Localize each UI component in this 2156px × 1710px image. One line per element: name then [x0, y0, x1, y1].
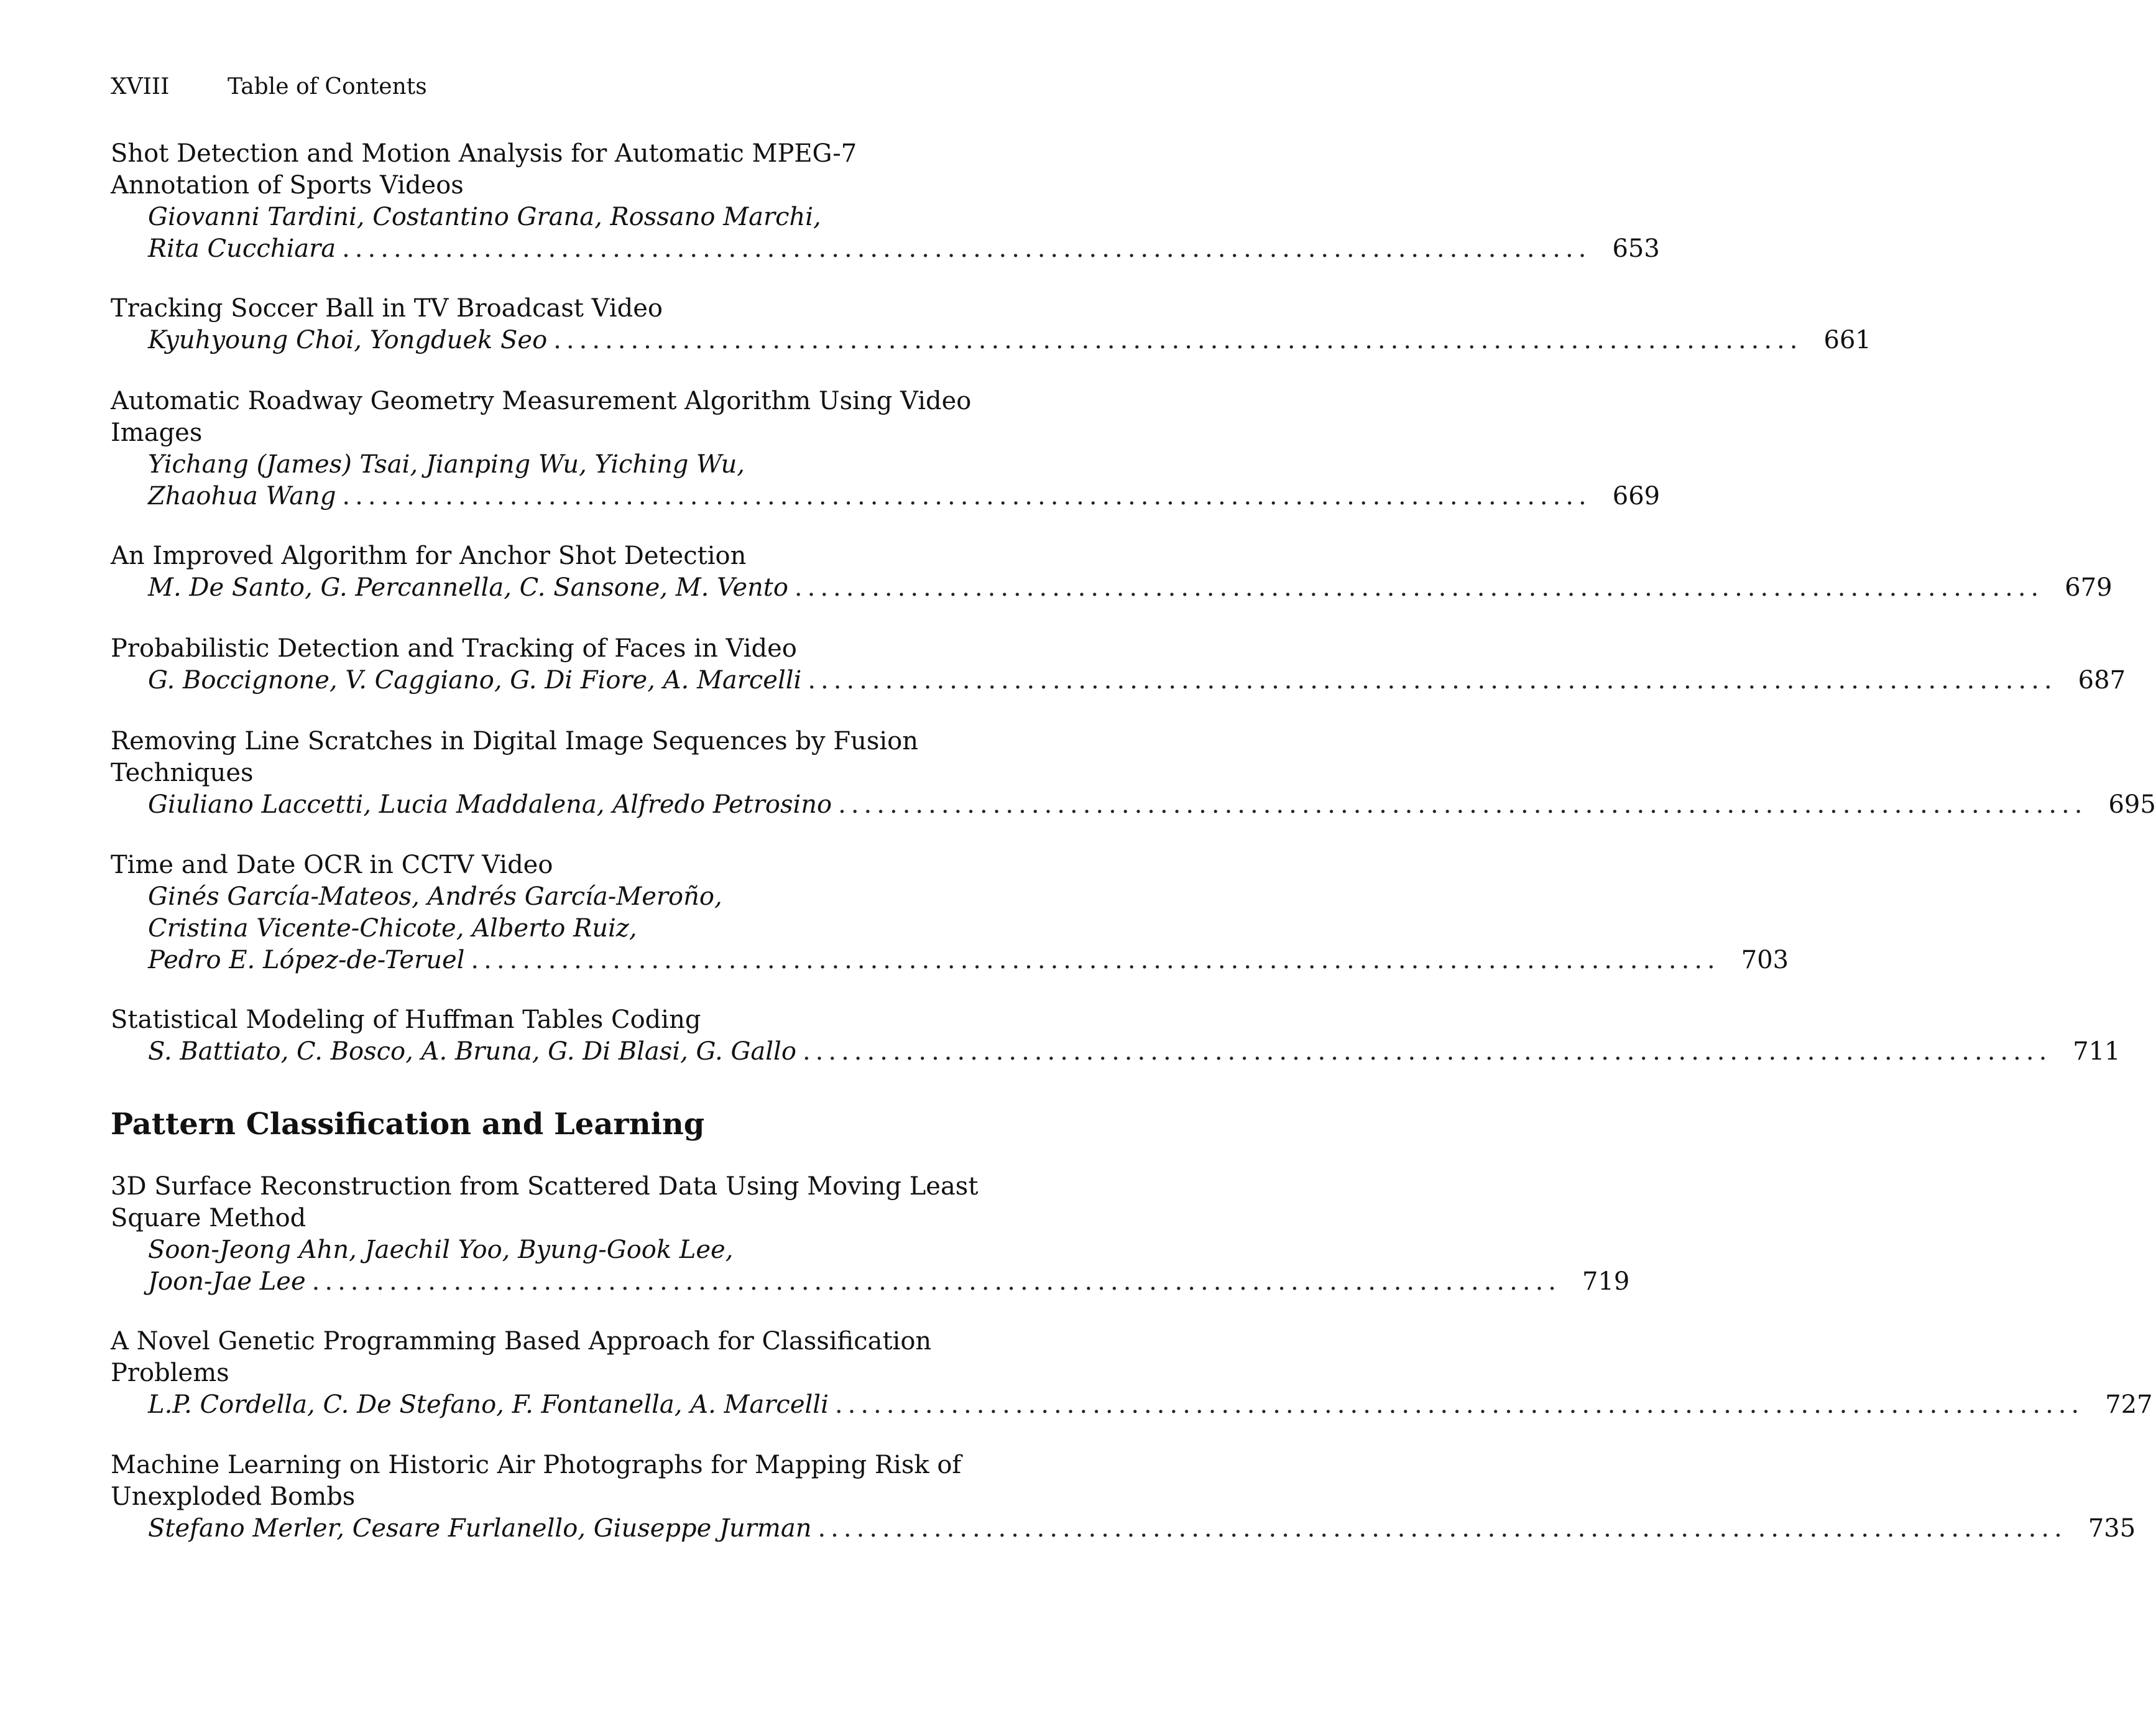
entry-authors: M. De Santo, G. Percannella, C. Sansone, M. Vento ................................................................................................. 679: [111, 572, 1003, 604]
entry-title[interactable]: Time and Date OCR in CCTV Video: [111, 851, 553, 879]
toc-entry: [111, 1449, 2136, 1545]
section-heading: Pattern Classification and Learning: [111, 1107, 705, 1142]
leader-dots: .................................................................................................: [311, 1267, 1561, 1296]
entry-title[interactable]: Removing Line Scratches in Digital Image Sequences by Fusion Techniques: [111, 727, 919, 787]
leader-dots: .................................................................................................: [808, 666, 2057, 695]
page-number[interactable]: 695: [2108, 790, 2156, 819]
entry-authors: S. Battiato, C. Bosco, A. Bruna, G. Di Blasi, G. Gallo ................................................................................................. 711: [111, 1036, 1003, 1068]
leader-dots: .................................................................................................: [342, 234, 1592, 263]
page-number-roman: XVIII: [111, 74, 170, 99]
toc-entry: [111, 726, 2156, 821]
entry-title[interactable]: Automatic Roadway Geometry Measurement Algorithm Using Video Images: [111, 387, 972, 447]
page-number[interactable]: 735: [2088, 1514, 2136, 1543]
page-number[interactable]: 727: [2105, 1390, 2153, 1419]
entry-authors: Kyuhyoung Choi, Yongduek Seo ................................................................................................. 661: [111, 325, 1003, 356]
toc-entry: [111, 1004, 2121, 1068]
entry-authors: L.P. Cordella, C. De Stefano, F. Fontanella, A. Marcelli ................................................................................................. 727: [111, 1389, 1003, 1421]
leader-dots: .................................................................................................: [553, 326, 1803, 354]
leader-dots: .................................................................................................: [342, 482, 1592, 511]
leader-dots: .................................................................................................: [471, 946, 1720, 974]
entry-title[interactable]: Probabilistic Detection and Tracking of Faces in Video: [111, 634, 797, 663]
toc-entry: [111, 849, 1789, 976]
toc-entry: [111, 138, 1660, 265]
leader-dots: .................................................................................................: [818, 1514, 2067, 1543]
page-number[interactable]: 653: [1612, 234, 1660, 263]
entry-title[interactable]: A Novel Genetic Programming Based Approach for Classification Problems: [111, 1327, 932, 1387]
entry-authors: G. Boccignone, V. Caggiano, G. Di Fiore, A. Marcelli ................................................................................................. 687: [111, 665, 1003, 696]
toc-entry: [111, 1171, 1630, 1298]
leader-dots: .................................................................................................: [838, 790, 2088, 819]
entry-authors: Stefano Merler, Cesare Furlanello, Giuseppe Jurman ................................................................................................. 735: [111, 1513, 1003, 1545]
toc-entry: [111, 1326, 2153, 1421]
page-header: [111, 73, 427, 101]
running-title: Table of Contents: [228, 74, 427, 99]
page-number[interactable]: 687: [2078, 666, 2126, 695]
entry-authors: Ginés García-Mateos, Andrés García-Meroño, Cristina Vicente-Chicote, Alberto Ruiz, Pedro E. López-de-Teruel ................................................................................................. 703: [111, 881, 1003, 976]
leader-dots: .................................................................................................: [834, 1390, 2085, 1419]
page-number[interactable]: 703: [1741, 946, 1789, 974]
entry-authors: Yichang (James) Tsai, Jianping Wu, Yiching Wu, Zhaohua Wang ................................................................................................. 669: [111, 449, 1003, 512]
page-number[interactable]: 669: [1612, 482, 1661, 511]
entry-title[interactable]: Shot Detection and Motion Analysis for Automatic MPEG-7 Annotation of Sports Videos: [111, 139, 857, 200]
leader-dots: .................................................................................................: [794, 573, 2044, 602]
entry-title[interactable]: Machine Learning on Historic Air Photographs for Mapping Risk of Unexploded Bombs: [111, 1451, 962, 1511]
leader-dots: .................................................................................................: [802, 1037, 2052, 1066]
toc-entry: [111, 633, 2126, 696]
toc-entry: [111, 293, 1871, 356]
entry-authors: Giovanni Tardini, Costantino Grana, Rossano Marchi, Rita Cucchiara ................................................................................................. 653: [111, 201, 1003, 265]
entry-title[interactable]: 3D Surface Reconstruction from Scattered Data Using Moving Least Square Method: [111, 1172, 979, 1232]
entry-title[interactable]: Statistical Modeling of Huffman Tables Coding: [111, 1005, 701, 1034]
entry-title[interactable]: An Improved Algorithm for Anchor Shot Detection: [111, 542, 747, 570]
page-number[interactable]: 719: [1582, 1267, 1630, 1296]
page-number[interactable]: 679: [2065, 573, 2112, 602]
page-number[interactable]: 661: [1823, 326, 1871, 354]
page-number[interactable]: 711: [2073, 1037, 2121, 1066]
entry-authors: Soon-Jeong Ahn, Jaechil Yoo, Byung-Gook Lee, Joon-Jae Lee ................................................................................................. 719: [111, 1234, 1003, 1298]
entry-title[interactable]: Tracking Soccer Ball in TV Broadcast Video: [111, 294, 663, 323]
entry-authors: Giuliano Laccetti, Lucia Maddalena, Alfredo Petrosino ................................................................................................. 695: [111, 789, 1003, 821]
toc-entry: [111, 540, 2112, 604]
toc-entry: [111, 386, 1661, 512]
